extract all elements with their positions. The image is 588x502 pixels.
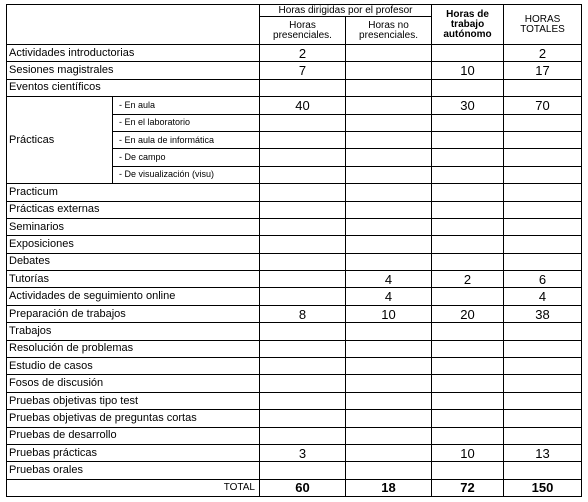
value-cell-p — [260, 427, 346, 444]
row-label: Pruebas orales — [7, 462, 260, 479]
row-label: Pruebas prácticas — [7, 444, 260, 461]
value-cell-np — [346, 253, 432, 270]
row-label: Eventos científicos — [7, 79, 260, 96]
value-cell-p — [260, 236, 346, 253]
header-autonomo: Horas de trabajo autónomo — [432, 5, 504, 45]
value-cell-p — [260, 358, 346, 375]
value-cell-p — [260, 218, 346, 235]
value-cell-p — [260, 131, 346, 148]
value-cell-np — [346, 218, 432, 235]
row-label: Estudio de casos — [7, 358, 260, 375]
table-row — [7, 340, 582, 357]
table-row — [7, 236, 582, 253]
header-group-label: Horas dirigidas por el profesor — [260, 5, 432, 17]
row-label: Fosos de discusión — [7, 375, 260, 392]
table-row — [7, 45, 582, 62]
row-label: Practicum — [7, 184, 260, 201]
table-row — [7, 184, 582, 201]
value-cell-p: 40 — [260, 97, 346, 114]
value-cell-a: 20 — [432, 305, 504, 322]
value-cell-t — [504, 375, 582, 392]
value-cell-np — [346, 131, 432, 148]
value-cell-np: 4 — [346, 271, 432, 288]
value-cell-p: 8 — [260, 305, 346, 322]
value-cell-t — [504, 323, 582, 340]
value-cell-a — [432, 114, 504, 131]
value-cell-t — [504, 253, 582, 270]
value-cell-p — [260, 166, 346, 183]
value-cell-a — [432, 462, 504, 479]
value-cell-p — [260, 410, 346, 427]
value-cell-np — [346, 375, 432, 392]
total-cell-np: 18 — [346, 479, 432, 496]
value-cell-np — [346, 444, 432, 461]
table-row — [7, 392, 582, 409]
value-cell-t — [504, 166, 582, 183]
value-cell-t: 6 — [504, 271, 582, 288]
value-cell-t: 70 — [504, 97, 582, 114]
value-cell-t — [504, 184, 582, 201]
hours-table — [6, 4, 582, 497]
value-cell-t — [504, 131, 582, 148]
value-cell-a — [432, 253, 504, 270]
value-cell-np — [346, 45, 432, 62]
value-cell-p — [260, 323, 346, 340]
value-cell-np — [346, 201, 432, 218]
value-cell-t — [504, 218, 582, 235]
value-cell-np — [346, 184, 432, 201]
value-cell-a — [432, 410, 504, 427]
value-cell-p — [260, 149, 346, 166]
table-row — [7, 79, 582, 96]
table-row — [7, 323, 582, 340]
value-cell-np — [346, 166, 432, 183]
row-label: Tutorías — [7, 271, 260, 288]
table-row — [7, 62, 582, 79]
total-cell-t: 150 — [504, 479, 582, 496]
corner-cell — [7, 5, 260, 45]
total-label: TOTAL — [7, 479, 260, 496]
value-cell-t — [504, 462, 582, 479]
value-cell-np — [346, 427, 432, 444]
value-cell-p: 2 — [260, 45, 346, 62]
value-cell-t — [504, 358, 582, 375]
value-cell-t: 13 — [504, 444, 582, 461]
practicas-sub-label: - En el laboratorio — [113, 114, 260, 131]
value-cell-p — [260, 462, 346, 479]
value-cell-p: 3 — [260, 444, 346, 461]
total-row — [7, 479, 582, 496]
table-row — [7, 271, 582, 288]
header-no-presenciales: Horas no presenciales. — [346, 17, 432, 45]
value-cell-a — [432, 323, 504, 340]
table-row — [7, 410, 582, 427]
value-cell-np — [346, 236, 432, 253]
value-cell-p — [260, 184, 346, 201]
value-cell-np — [346, 392, 432, 409]
table-row — [7, 427, 582, 444]
value-cell-a — [432, 166, 504, 183]
value-cell-p — [260, 79, 346, 96]
value-cell-t: 2 — [504, 45, 582, 62]
value-cell-p — [260, 114, 346, 131]
value-cell-p — [260, 201, 346, 218]
row-label: Pruebas objetivas de preguntas cortas — [7, 410, 260, 427]
table-row — [7, 201, 582, 218]
table-row — [7, 97, 582, 114]
value-cell-a — [432, 392, 504, 409]
value-cell-a — [432, 288, 504, 305]
value-cell-a — [432, 375, 504, 392]
value-cell-np: 4 — [346, 288, 432, 305]
value-cell-a: 30 — [432, 97, 504, 114]
value-cell-np — [346, 323, 432, 340]
row-label: Actividades de seguimiento online — [7, 288, 260, 305]
value-cell-np: 10 — [346, 305, 432, 322]
table-row — [7, 444, 582, 461]
value-cell-np — [346, 79, 432, 96]
practicas-label: Prácticas — [7, 97, 113, 184]
row-label: Preparación de trabajos — [7, 305, 260, 322]
value-cell-t — [504, 392, 582, 409]
value-cell-t: 4 — [504, 288, 582, 305]
value-cell-np — [346, 410, 432, 427]
value-cell-a — [432, 184, 504, 201]
value-cell-t — [504, 427, 582, 444]
table-row — [7, 358, 582, 375]
practicas-sub-label: - De visualización (visu) — [113, 166, 260, 183]
value-cell-t: 38 — [504, 305, 582, 322]
value-cell-p — [260, 340, 346, 357]
value-cell-t — [504, 410, 582, 427]
table-row — [7, 305, 582, 322]
practicas-sub-label: - En aula — [113, 97, 260, 114]
value-cell-p — [260, 288, 346, 305]
value-cell-a — [432, 45, 504, 62]
value-cell-t — [504, 236, 582, 253]
row-label: Seminarios — [7, 218, 260, 235]
table-body — [7, 45, 582, 497]
row-label: Sesiones magistrales — [7, 62, 260, 79]
value-cell-p — [260, 392, 346, 409]
value-cell-p: 7 — [260, 62, 346, 79]
table-row — [7, 253, 582, 270]
practicas-sub-label: - En aula de informática — [113, 131, 260, 148]
value-cell-a — [432, 358, 504, 375]
value-cell-a — [432, 201, 504, 218]
table-row — [7, 218, 582, 235]
table-row — [7, 375, 582, 392]
value-cell-p — [260, 253, 346, 270]
row-label: Resolución de problemas — [7, 340, 260, 357]
value-cell-np — [346, 114, 432, 131]
row-label: Exposiciones — [7, 236, 260, 253]
value-cell-t — [504, 340, 582, 357]
value-cell-a — [432, 131, 504, 148]
total-cell-p: 60 — [260, 479, 346, 496]
row-label: Debates — [7, 253, 260, 270]
value-cell-a — [432, 149, 504, 166]
row-label: Pruebas objetivas tipo test — [7, 392, 260, 409]
value-cell-np — [346, 340, 432, 357]
header-presenciales: Horas presenciales. — [260, 17, 346, 45]
value-cell-a — [432, 340, 504, 357]
table-row — [7, 288, 582, 305]
value-cell-t — [504, 149, 582, 166]
value-cell-a — [432, 79, 504, 96]
value-cell-a — [432, 236, 504, 253]
value-cell-a: 10 — [432, 444, 504, 461]
value-cell-t — [504, 114, 582, 131]
row-label: Prácticas externas — [7, 201, 260, 218]
value-cell-a: 10 — [432, 62, 504, 79]
header-totales: HORAS TOTALES — [504, 5, 582, 45]
value-cell-t: 17 — [504, 62, 582, 79]
row-label: Pruebas de desarrollo — [7, 427, 260, 444]
total-cell-a: 72 — [432, 479, 504, 496]
value-cell-p — [260, 375, 346, 392]
value-cell-a — [432, 218, 504, 235]
value-cell-np — [346, 462, 432, 479]
row-label: Trabajos — [7, 323, 260, 340]
row-label: Actividades introductorias — [7, 45, 260, 62]
value-cell-np — [346, 62, 432, 79]
practicas-sub-label: - De campo — [113, 149, 260, 166]
value-cell-np — [346, 97, 432, 114]
table-row — [7, 462, 582, 479]
value-cell-a — [432, 427, 504, 444]
value-cell-t — [504, 79, 582, 96]
value-cell-a: 2 — [432, 271, 504, 288]
value-cell-np — [346, 358, 432, 375]
value-cell-t — [504, 201, 582, 218]
value-cell-p — [260, 271, 346, 288]
value-cell-np — [346, 149, 432, 166]
